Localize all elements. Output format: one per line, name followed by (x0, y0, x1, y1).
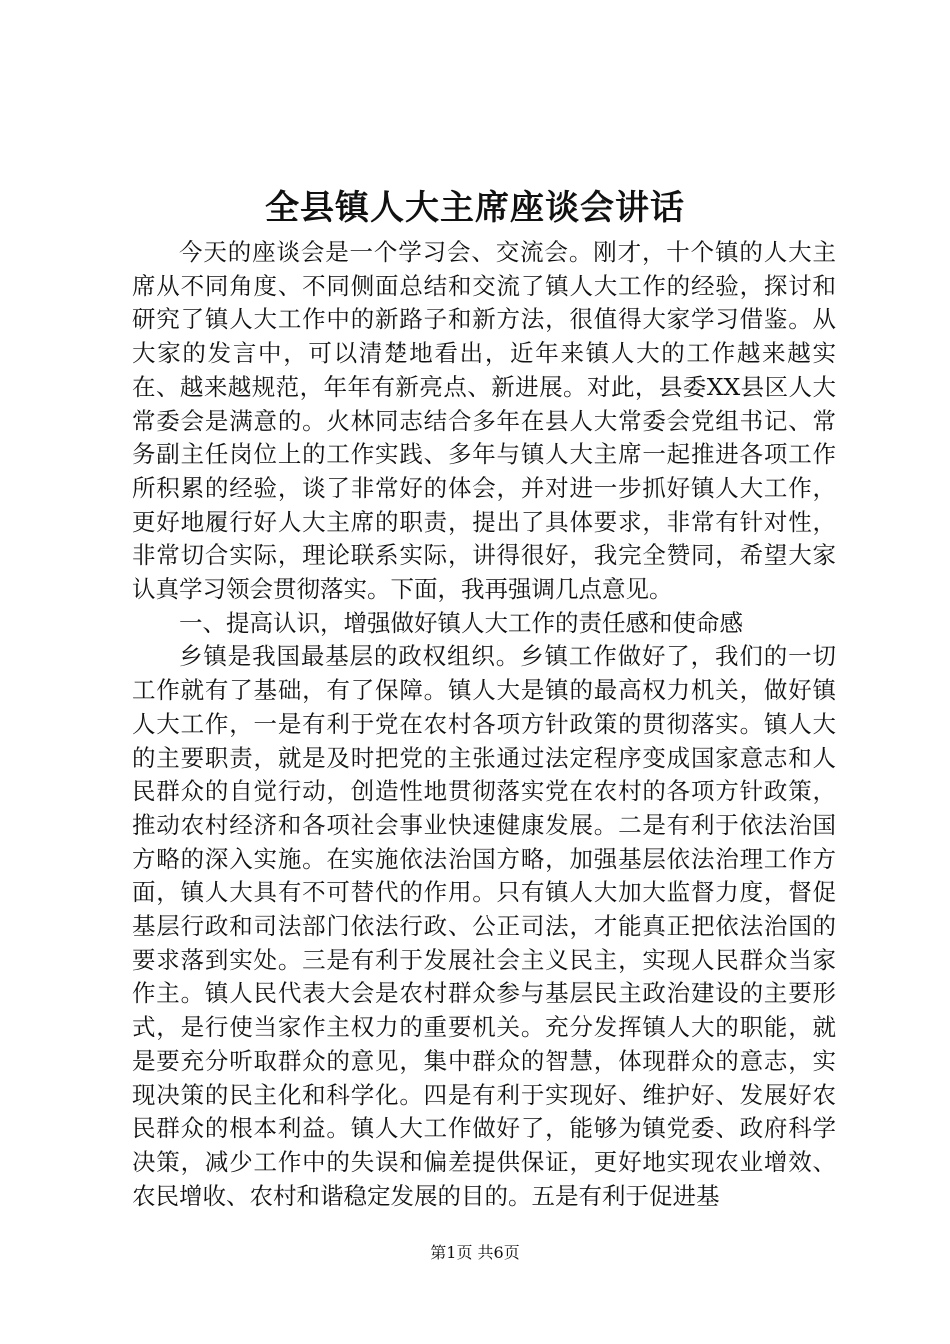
document-title: 全县镇人大主席座谈会讲话 (265, 188, 685, 228)
paragraph-intro: 今天的座谈会是一个学习会、交流会。刚才，十个镇的人大主席从不同角度、不同侧面总结和交流了镇人大工作的经验，探讨和研究了镇人大工作中的新路子和新方法，很值得大家学习借鉴。从大家的发言中，可以清楚地看出，近年来镇人大的工作越来越实在、越来越规范，年年有新亮点、新进展。对此，县委XX县区人大常委会是满意的。火林同志结合多年在县人大常委会党组书记、常务副主任岗位上的工作实践、多年与镇人大主席一起推进各项工作所积累的经验，谈了非常好的体会，并对进一步抓好镇人大工作，更好地履行好人大主席的职责，提出了具体要求，非常有针对性，非常切合实际，理论联系实际，讲得很好，我完全赞同，希望大家认真学习领会贯彻落实。下面，我再强调几点意见。 (132, 238, 836, 604)
section-heading-1: 一、提高认识，增强做好镇人大工作的责任感和使命感 (179, 608, 743, 637)
document-body (132, 236, 836, 1213)
paragraph-section-1: 乡镇是我国最基层的政权组织。乡镇工作做好了，我们的一切工作就有了基础，有了保障。镇人大是镇的最高权力机关，做好镇人大工作，一是有利于党在农村各项方针政策的贯彻落实。镇人大的主要职责，就是及时把党的主张通过法定程序变成国家意志和人民群众的自觉行动，创造性地贯彻落实党在农村的各项方针政策，推动农村经济和各项社会事业快速健康发展。二是有利于依法治国方略的深入实施。在实施依法治国方略，加强基层依法治理工作方面，镇人大具有不可替代的作用。只有镇人大加大监督力度，督促基层行政和司法部门依法行政、公正司法，才能真正把依法治国的要求落到实处。三是有利于发展社会主义民主，实现人民群众当家作主。镇人民代表大会是农村群众参与基层民主政治建设的主要形式，是行使当家作主权力的重要机关。充分发挥镇人大的职能，就是要充分听取群众的意见，集中群众的智慧，体现群众的意志，实现决策的民主化和科学化。四是有利于实现好、维护好、发展好农民群众的根本利益。镇人大工作做好了，能够为镇党委、政府科学决策，减少工作中的失误和偏差提供保证，更好地实现农业增效、农民增收、农村和谐稳定发展的目的。五是有利于促进基 (132, 642, 836, 1210)
page-footer: 第1页 共6页 (430, 1243, 520, 1262)
